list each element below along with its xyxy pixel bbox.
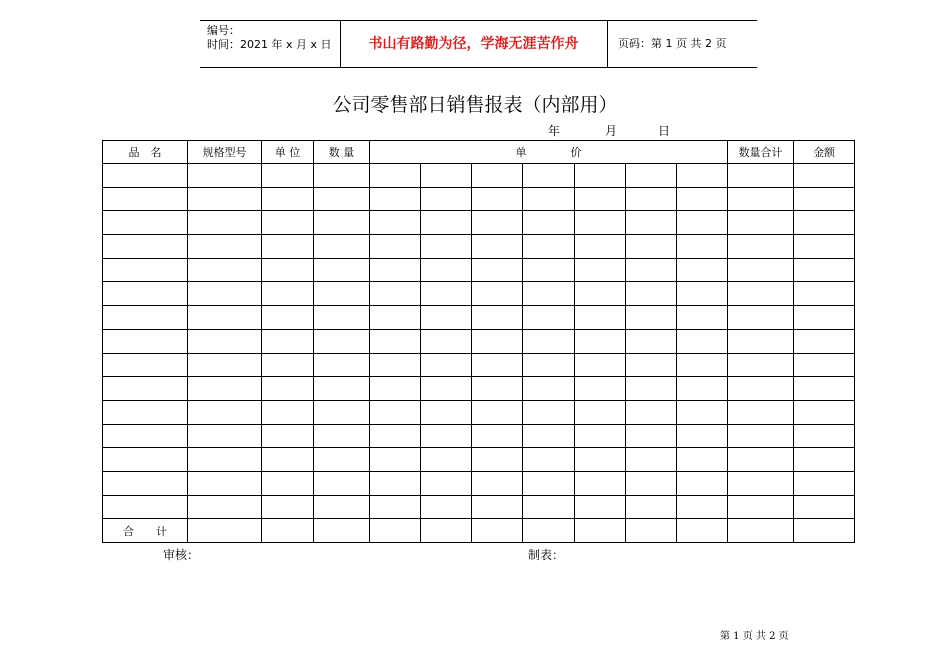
table-cell	[370, 164, 421, 188]
table-cell	[677, 424, 728, 448]
table-cell	[421, 471, 472, 495]
table-cell	[103, 377, 188, 401]
table-cell	[188, 353, 262, 377]
table-cell	[523, 258, 575, 282]
table-cell	[794, 329, 855, 353]
table-row	[103, 424, 855, 448]
table-cell	[472, 424, 523, 448]
table-cell	[103, 258, 188, 282]
table-cell	[626, 187, 677, 211]
table-cell	[370, 282, 421, 306]
document-time-label: 时间：2021 年 x 月 x 日	[207, 38, 332, 51]
table-row	[103, 495, 855, 519]
table-row	[103, 282, 855, 306]
table-cell	[103, 187, 188, 211]
table-cell	[472, 448, 523, 472]
table-cell	[262, 471, 314, 495]
table-row	[103, 400, 855, 424]
header-page-cell	[607, 21, 758, 67]
review-signature-label: 审核：	[163, 548, 200, 562]
report-title: 公司零售部日销售报表（内部用）	[332, 94, 618, 116]
table-cell	[575, 495, 626, 519]
table-cell	[472, 495, 523, 519]
table-cell	[103, 400, 188, 424]
table-cell	[188, 306, 262, 330]
header-unit: 单 位	[262, 141, 314, 164]
table-row	[103, 187, 855, 211]
table-cell	[103, 306, 188, 330]
table-cell	[472, 471, 523, 495]
table-cell	[262, 377, 314, 401]
table-cell	[677, 164, 728, 188]
table-cell	[370, 424, 421, 448]
table-cell	[314, 211, 370, 235]
table-cell	[728, 400, 794, 424]
table-cell	[370, 211, 421, 235]
table-cell	[728, 235, 794, 259]
table-cell	[314, 519, 370, 543]
table-cell	[794, 495, 855, 519]
table-cell	[626, 164, 677, 188]
table-cell	[421, 235, 472, 259]
table-cell	[523, 519, 575, 543]
table-cell	[626, 258, 677, 282]
table-cell	[472, 282, 523, 306]
table-cell	[677, 519, 728, 543]
table-cell	[626, 377, 677, 401]
table-cell	[370, 495, 421, 519]
table-cell	[677, 353, 728, 377]
table-cell	[314, 329, 370, 353]
table-cell	[188, 282, 262, 306]
table-cell	[421, 353, 472, 377]
table-cell	[728, 424, 794, 448]
table-cell	[103, 329, 188, 353]
table-cell	[794, 519, 855, 543]
table-cell	[262, 258, 314, 282]
table-cell	[188, 495, 262, 519]
table-cell	[188, 519, 262, 543]
table-cell	[103, 282, 188, 306]
header-name: 品 名	[103, 141, 188, 164]
table-cell	[677, 258, 728, 282]
table-cell	[728, 164, 794, 188]
table-cell	[188, 258, 262, 282]
table-cell	[314, 353, 370, 377]
table-cell	[523, 282, 575, 306]
table-cell	[728, 519, 794, 543]
table-cell	[575, 377, 626, 401]
table-cell	[794, 400, 855, 424]
table-cell	[103, 353, 188, 377]
header-amount: 金额	[794, 141, 855, 164]
table-row	[103, 211, 855, 235]
header-spec: 规格型号	[188, 141, 262, 164]
table-cell	[626, 400, 677, 424]
table-cell	[421, 164, 472, 188]
table-cell	[523, 424, 575, 448]
table-row	[103, 329, 855, 353]
table-header-row	[103, 141, 855, 164]
table-cell	[421, 258, 472, 282]
total-row	[103, 519, 855, 543]
table-cell	[188, 187, 262, 211]
table-cell	[626, 471, 677, 495]
table-cell	[728, 471, 794, 495]
table-row	[103, 258, 855, 282]
table-cell	[103, 235, 188, 259]
table-cell	[314, 164, 370, 188]
table-cell	[523, 495, 575, 519]
table-cell	[370, 187, 421, 211]
prepared-signature-label: 制表：	[528, 548, 565, 562]
table-row	[103, 306, 855, 330]
table-row	[103, 448, 855, 472]
table-cell	[677, 329, 728, 353]
table-cell	[677, 306, 728, 330]
table-cell	[575, 282, 626, 306]
table-cell	[728, 258, 794, 282]
table-cell	[262, 448, 314, 472]
table-cell	[262, 495, 314, 519]
table-cell	[677, 377, 728, 401]
table-row	[103, 235, 855, 259]
table-cell	[575, 164, 626, 188]
table-cell	[794, 235, 855, 259]
table-cell	[575, 258, 626, 282]
table-cell	[472, 306, 523, 330]
table-cell	[523, 471, 575, 495]
table-cell	[523, 164, 575, 188]
table-cell	[626, 353, 677, 377]
table-cell	[314, 187, 370, 211]
date-day-label: 日	[658, 124, 671, 138]
table-cell	[523, 448, 575, 472]
total-label: 合 计	[103, 519, 188, 543]
table-cell	[575, 448, 626, 472]
table-cell	[575, 329, 626, 353]
table-cell	[370, 377, 421, 401]
header-info-cell	[200, 21, 341, 67]
table-cell	[370, 471, 421, 495]
table-cell	[677, 282, 728, 306]
table-cell	[523, 235, 575, 259]
table-cell	[794, 448, 855, 472]
table-cell	[314, 258, 370, 282]
table-cell	[728, 377, 794, 401]
table-cell	[728, 495, 794, 519]
table-cell	[575, 353, 626, 377]
table-cell	[262, 164, 314, 188]
table-cell	[575, 471, 626, 495]
table-cell	[472, 353, 523, 377]
table-cell	[262, 187, 314, 211]
header-quantity: 数 量	[314, 141, 370, 164]
header-motto: 书山有路勤为径，学海无涯苦作舟	[368, 36, 579, 52]
table-cell	[262, 400, 314, 424]
table-cell	[188, 164, 262, 188]
table-cell	[677, 471, 728, 495]
table-cell	[794, 211, 855, 235]
table-cell	[103, 471, 188, 495]
table-cell	[421, 448, 472, 472]
table-cell	[314, 448, 370, 472]
table-body	[103, 141, 855, 543]
table-cell	[370, 400, 421, 424]
table-cell	[188, 377, 262, 401]
table-cell	[523, 187, 575, 211]
table-cell	[677, 495, 728, 519]
table-row	[103, 471, 855, 495]
table-cell	[370, 353, 421, 377]
table-cell	[262, 306, 314, 330]
table-cell	[314, 282, 370, 306]
table-cell	[103, 211, 188, 235]
table-cell	[370, 329, 421, 353]
document-number-label: 编号：	[207, 24, 240, 37]
table-cell	[472, 258, 523, 282]
table-cell	[677, 187, 728, 211]
table-cell	[421, 495, 472, 519]
table-cell	[794, 306, 855, 330]
table-cell	[626, 448, 677, 472]
table-cell	[370, 519, 421, 543]
table-cell	[188, 400, 262, 424]
table-cell	[103, 495, 188, 519]
table-cell	[314, 471, 370, 495]
table-cell	[728, 306, 794, 330]
table-cell	[794, 377, 855, 401]
table-cell	[370, 258, 421, 282]
table-cell	[794, 258, 855, 282]
table-cell	[314, 495, 370, 519]
table-cell	[677, 448, 728, 472]
table-cell	[523, 353, 575, 377]
table-cell	[575, 519, 626, 543]
table-row	[103, 164, 855, 188]
page-header	[200, 20, 757, 68]
header-unit-price: 单 价	[370, 141, 728, 164]
table-cell	[794, 471, 855, 495]
table-cell	[472, 187, 523, 211]
table-cell	[421, 329, 472, 353]
table-cell	[626, 519, 677, 543]
table-cell	[370, 306, 421, 330]
table-cell	[626, 211, 677, 235]
table-cell	[794, 424, 855, 448]
table-cell	[314, 377, 370, 401]
table-cell	[262, 282, 314, 306]
table-cell	[262, 235, 314, 259]
table-cell	[728, 282, 794, 306]
table-cell	[626, 282, 677, 306]
table-cell	[575, 400, 626, 424]
table-cell	[575, 187, 626, 211]
table-cell	[523, 400, 575, 424]
table-cell	[677, 235, 728, 259]
table-cell	[421, 211, 472, 235]
table-cell	[314, 424, 370, 448]
table-cell	[262, 211, 314, 235]
table-cell	[626, 235, 677, 259]
table-cell	[421, 424, 472, 448]
header-total-quantity: 数量合计	[728, 141, 794, 164]
table-cell	[421, 377, 472, 401]
table-cell	[103, 424, 188, 448]
table-cell	[626, 424, 677, 448]
table-cell	[575, 306, 626, 330]
table-cell	[728, 187, 794, 211]
table-cell	[677, 400, 728, 424]
table-cell	[421, 519, 472, 543]
table-cell	[575, 424, 626, 448]
table-row	[103, 377, 855, 401]
table-cell	[188, 235, 262, 259]
table-cell	[523, 377, 575, 401]
date-year-label: 年	[548, 124, 561, 138]
table-cell	[262, 329, 314, 353]
table-cell	[421, 306, 472, 330]
table-cell	[677, 211, 728, 235]
table-cell	[472, 235, 523, 259]
table-cell	[728, 353, 794, 377]
table-cell	[794, 187, 855, 211]
date-month-label: 月	[605, 124, 618, 138]
sales-report-table	[102, 140, 855, 543]
table-cell	[314, 306, 370, 330]
table-cell	[188, 471, 262, 495]
table-cell	[523, 211, 575, 235]
table-cell	[314, 400, 370, 424]
page-footer: 第 1 页 共 2 页	[720, 631, 789, 642]
table-cell	[472, 211, 523, 235]
table-cell	[472, 164, 523, 188]
table-cell	[421, 400, 472, 424]
table-cell	[626, 329, 677, 353]
table-cell	[262, 353, 314, 377]
table-cell	[728, 329, 794, 353]
table-cell	[794, 282, 855, 306]
table-cell	[472, 519, 523, 543]
table-cell	[188, 448, 262, 472]
table-cell	[314, 235, 370, 259]
table-cell	[794, 353, 855, 377]
table-cell	[188, 424, 262, 448]
table-cell	[262, 424, 314, 448]
table-cell	[575, 211, 626, 235]
header-page-info: 页码：第 1 页 共 2 页	[618, 37, 727, 50]
table-cell	[575, 235, 626, 259]
table-cell	[103, 164, 188, 188]
table-cell	[472, 400, 523, 424]
table-cell	[188, 211, 262, 235]
table-cell	[421, 282, 472, 306]
table-cell	[103, 448, 188, 472]
table-cell	[728, 211, 794, 235]
table-cell	[188, 329, 262, 353]
table-cell	[794, 164, 855, 188]
table-cell	[370, 235, 421, 259]
table-cell	[523, 329, 575, 353]
table-cell	[370, 448, 421, 472]
table-cell	[626, 306, 677, 330]
table-cell	[523, 306, 575, 330]
table-cell	[472, 377, 523, 401]
table-cell	[728, 448, 794, 472]
table-row	[103, 353, 855, 377]
table-cell	[626, 495, 677, 519]
table-cell	[421, 187, 472, 211]
table-cell	[472, 329, 523, 353]
table-cell	[262, 519, 314, 543]
